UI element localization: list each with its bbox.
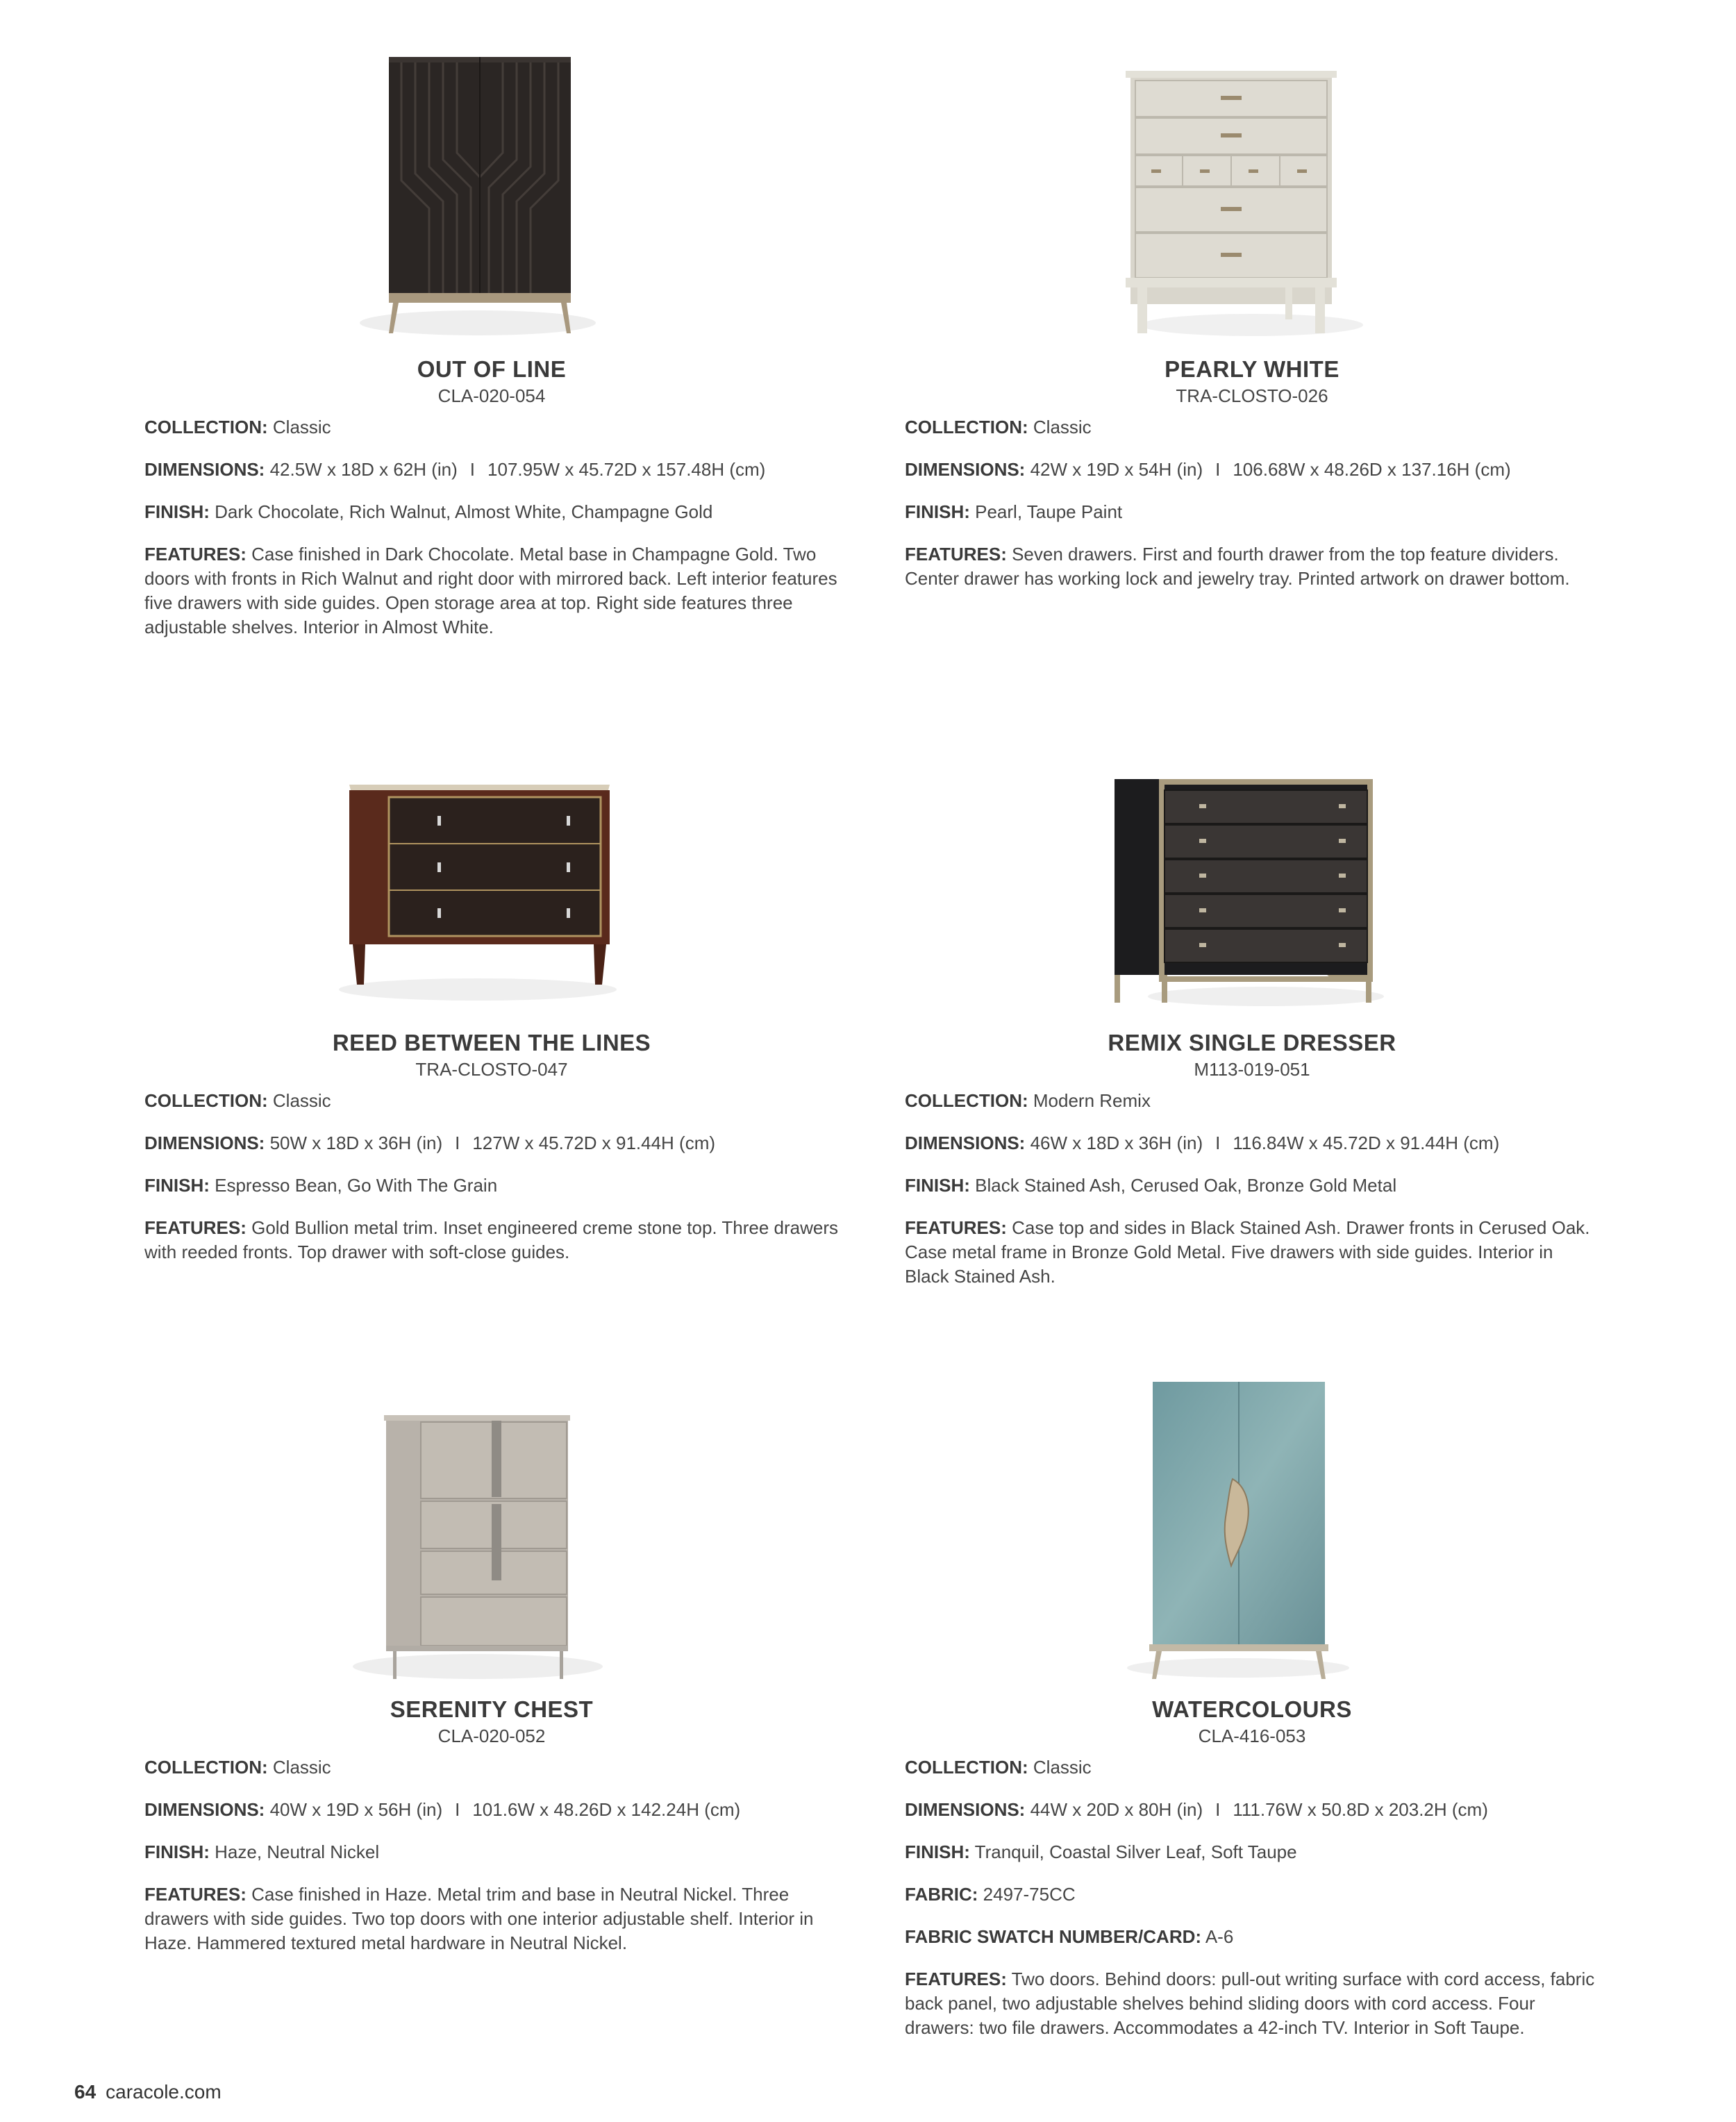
product-name: SERENITY CHEST <box>390 1696 594 1722</box>
separator: I <box>1215 459 1221 480</box>
product-name: REED BETWEEN THE LINES <box>332 1030 651 1055</box>
product-sku: CLA-416-053 <box>1198 1726 1306 1746</box>
collection-value: Classic <box>272 1757 331 1778</box>
collection-row <box>905 415 1599 440</box>
product-sku: M113-019-051 <box>1194 1059 1310 1080</box>
features-row <box>905 1967 1599 2040</box>
features-value: Two doors. Behind doors: pull-out writing surface with cord access, fabric back panel, two adjustable shelves behind sliding doors with cord access. Four drawers: two file drawers. Accommodates a 42-inch TV. Interior in Soft Taupe. <box>905 1969 1595 2038</box>
dimensions-row <box>905 458 1599 482</box>
product-image-serenity-chest <box>144 1382 839 1680</box>
product-out-of-line <box>144 42 839 640</box>
fabric-swatch-value: A-6 <box>1205 1926 1234 1947</box>
dimensions-label: DIMENSIONS: <box>144 1799 265 1820</box>
collection-value: Classic <box>272 417 331 437</box>
finish-row <box>905 1173 1599 1198</box>
finish-value: Espresso Bean, Go With The Grain <box>215 1175 498 1196</box>
features-label: FEATURES: <box>905 1969 1007 1989</box>
fabric-value: 2497-75CC <box>983 1884 1076 1905</box>
separator: I <box>455 1799 460 1820</box>
dimensions-label: DIMENSIONS: <box>905 459 1026 480</box>
dimensions-row <box>905 1131 1599 1155</box>
finish-label: FINISH: <box>144 501 210 522</box>
dimensions-in: 42.5W x 18D x 62H (in) <box>269 459 458 480</box>
product-sku: TRA-CLOSTO-047 <box>415 1059 568 1080</box>
collection-row <box>144 415 839 440</box>
dimensions-in: 50W x 18D x 36H (in) <box>269 1133 443 1153</box>
dimensions-cm: 106.68W x 48.26D x 137.16H (cm) <box>1233 459 1511 480</box>
finish-label: FINISH: <box>144 1841 210 1862</box>
collection-row <box>144 1089 839 1113</box>
collection-label: COLLECTION: <box>144 417 268 437</box>
separator: I <box>1215 1799 1221 1820</box>
dimensions-label: DIMENSIONS: <box>905 1799 1026 1820</box>
features-value: Case finished in Haze. Metal trim and base in Neutral Nickel. Three drawers with side guides. Two top doors with one interior adjustable shelf. Interior in Haze. Hammered textured metal hardware in Neutral Nickel. <box>144 1884 814 1953</box>
collection-label: COLLECTION: <box>905 1090 1028 1111</box>
product-image-remix-single-dresser <box>905 715 1599 1014</box>
page-footer <box>74 2081 222 2103</box>
dimensions-cm: 111.76W x 50.8D x 203.2H (cm) <box>1233 1799 1488 1820</box>
finish-label: FINISH: <box>905 1175 970 1196</box>
collection-label: COLLECTION: <box>905 417 1028 437</box>
finish-label: FINISH: <box>905 501 970 522</box>
collection-row <box>905 1755 1599 1780</box>
collection-value: Classic <box>272 1090 331 1111</box>
finish-value: Dark Chocolate, Rich Walnut, Almost White, Champagne Gold <box>215 501 713 522</box>
product-sku: CLA-020-054 <box>437 385 546 406</box>
finish-row <box>144 1173 839 1198</box>
site-url[interactable]: caracole.com <box>106 2081 222 2103</box>
collection-row <box>905 1089 1599 1113</box>
dimensions-in: 46W x 18D x 36H (in) <box>1030 1133 1203 1153</box>
finish-value: Black Stained Ash, Cerused Oak, Bronze Gold Metal <box>975 1175 1397 1196</box>
features-label: FEATURES: <box>144 1884 247 1905</box>
finish-label: FINISH: <box>905 1841 970 1862</box>
finish-row <box>905 500 1599 524</box>
dimensions-in: 40W x 19D x 56H (in) <box>269 1799 443 1820</box>
features-label: FEATURES: <box>905 544 1007 565</box>
collection-label: COLLECTION: <box>144 1757 268 1778</box>
dimensions-cm: 116.84W x 45.72D x 91.44H (cm) <box>1233 1133 1500 1153</box>
features-value: Seven drawers. First and fourth drawer from the top feature dividers. Center drawer has working lock and jewelry tray. Printed artwork on drawer bottom. <box>905 544 1570 589</box>
features-row <box>905 542 1599 591</box>
fabric-swatch-label: FABRIC SWATCH NUMBER/CARD: <box>905 1926 1202 1947</box>
features-label: FEATURES: <box>905 1217 1007 1238</box>
dimensions-row <box>144 1798 839 1822</box>
separator: I <box>455 1133 460 1153</box>
fabric-label: FABRIC: <box>905 1884 978 1905</box>
collection-label: COLLECTION: <box>144 1090 268 1111</box>
product-image-pearly-white <box>905 42 1599 340</box>
features-label: FEATURES: <box>144 544 247 565</box>
dimensions-in: 44W x 20D x 80H (in) <box>1030 1799 1203 1820</box>
features-row <box>144 1882 839 1955</box>
product-sku: TRA-CLOSTO-026 <box>1176 385 1328 406</box>
finish-label: FINISH: <box>144 1175 210 1196</box>
product-sku: CLA-020-052 <box>437 1726 546 1746</box>
separator: I <box>1215 1133 1221 1153</box>
collection-value: Classic <box>1033 417 1092 437</box>
collection-label: COLLECTION: <box>905 1757 1028 1778</box>
finish-row <box>144 1840 839 1864</box>
features-value: Case top and sides in Black Stained Ash. Drawer fronts in Cerused Oak. Case metal frame in Bronze Gold Metal. Five drawers with side guides. Interior in Black Stained Ash. <box>905 1217 1590 1287</box>
fabric-swatch-row <box>905 1925 1599 1949</box>
product-image-watercolours <box>905 1382 1599 1680</box>
finish-row <box>144 500 839 524</box>
separator: I <box>469 459 476 480</box>
dimensions-cm: 101.6W x 48.26D x 142.24H (cm) <box>472 1799 741 1820</box>
features-value: Gold Bullion metal trim. Inset engineered creme stone top. Three drawers with reeded fronts. Top drawer with soft-close guides. <box>144 1217 839 1262</box>
product-image-out-of-line <box>144 42 839 340</box>
dimensions-row <box>905 1798 1599 1822</box>
features-row <box>144 1216 839 1264</box>
dimensions-cm: 127W x 45.72D x 91.44H (cm) <box>472 1133 716 1153</box>
collection-value: Classic <box>1033 1757 1092 1778</box>
finish-value: Tranquil, Coastal Silver Leaf, Soft Taupe <box>974 1841 1297 1862</box>
product-remix-single-dresser <box>905 715 1599 1289</box>
collection-value: Modern Remix <box>1033 1090 1151 1111</box>
features-value: Case finished in Dark Chocolate. Metal base in Champagne Gold. Two doors with fronts in Rich Walnut and right door with mirrored back. Left interior features five drawers with side guides. Open storage area at top. Right side features three adjustable shelves. Interior in Almost White. <box>144 544 837 637</box>
dimensions-cm: 107.95W x 45.72D x 157.48H (cm) <box>487 459 766 480</box>
product-watercolours <box>905 1382 1599 2040</box>
product-name: OUT OF LINE <box>417 356 567 382</box>
dimensions-label: DIMENSIONS: <box>905 1133 1026 1153</box>
dimensions-in: 42W x 19D x 54H (in) <box>1030 459 1203 480</box>
dimensions-row <box>144 1131 839 1155</box>
product-pearly-white <box>905 42 1599 591</box>
finish-value: Haze, Neutral Nickel <box>215 1841 380 1862</box>
product-image-reed-between-the-lines <box>144 715 839 1014</box>
finish-value: Pearl, Taupe Paint <box>975 501 1123 522</box>
collection-row <box>144 1755 839 1780</box>
dimensions-row <box>144 458 839 482</box>
features-label: FEATURES: <box>144 1217 247 1238</box>
dimensions-label: DIMENSIONS: <box>144 1133 265 1153</box>
product-name: PEARLY WHITE <box>1165 356 1339 382</box>
product-reed-between-the-lines <box>144 715 839 1264</box>
product-name: WATERCOLOURS <box>1152 1696 1352 1722</box>
finish-row <box>905 1840 1599 1864</box>
dimensions-label: DIMENSIONS: <box>144 459 265 480</box>
page-number: 64 <box>74 2081 97 2103</box>
product-serenity-chest <box>144 1382 839 1955</box>
features-row <box>905 1216 1599 1289</box>
product-name: REMIX SINGLE DRESSER <box>1108 1030 1396 1055</box>
features-row <box>144 542 839 640</box>
fabric-row <box>905 1882 1599 1907</box>
